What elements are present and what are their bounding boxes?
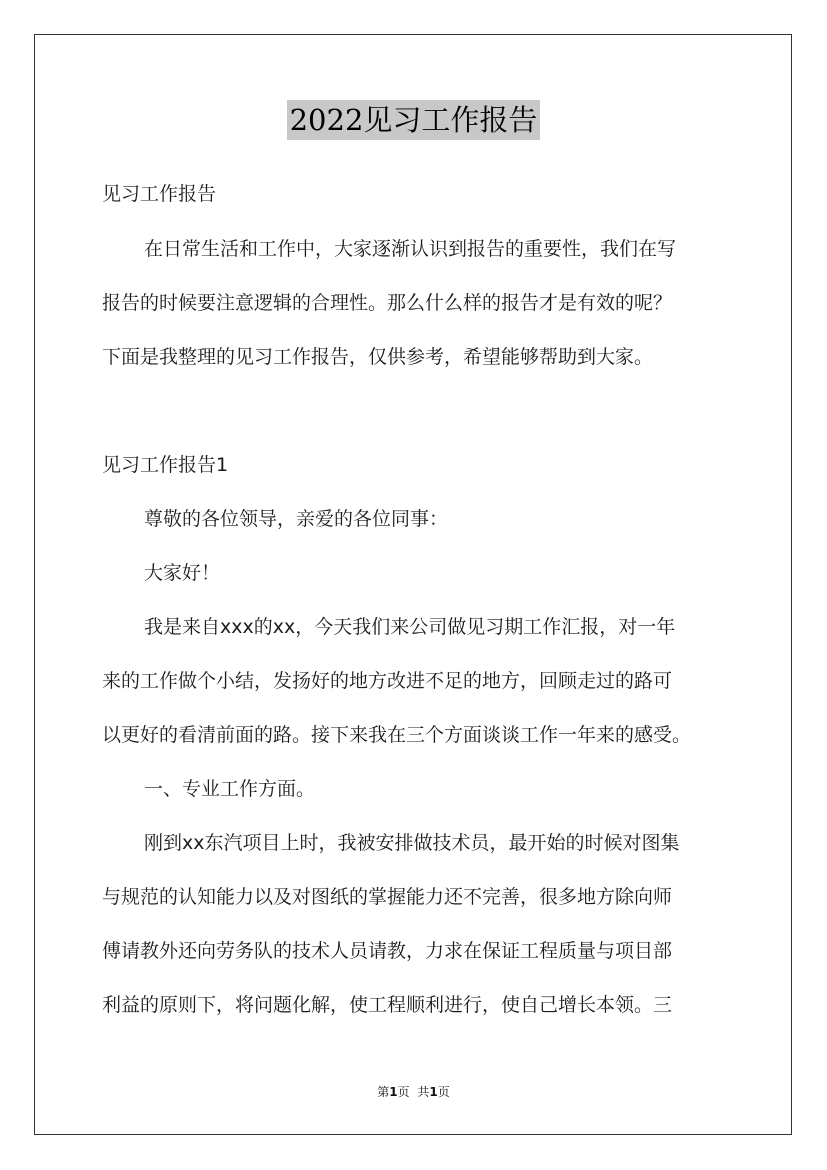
page-prefix: 第 xyxy=(377,1085,390,1099)
para1-line-3: 以更好的看清前面的路。接下来我在三个方面谈谈工作一年来的感受。 xyxy=(102,724,692,746)
total-suffix: 页 xyxy=(437,1085,450,1099)
total-pages: 1 xyxy=(429,1085,438,1099)
para2-line-2: 与规范的认知能力以及对图纸的掌握能力还不完善，很多地方除向师 xyxy=(102,886,673,908)
para2-line-1: 刚到xx东汽项目上时，我被安排做技术员，最开始的时候对图集 xyxy=(144,832,680,854)
total-prefix: 共 xyxy=(417,1085,430,1099)
title-container xyxy=(0,100,827,140)
para2-line-4: 利益的原则下，将问题化解，使工程顺利进行，使自己增长本领。三 xyxy=(102,994,673,1016)
intro-line-1: 在日常生活和工作中，大家逐渐认识到报告的重要性，我们在写 xyxy=(144,238,677,260)
subheading-professional: 一、专业工作方面。 xyxy=(144,778,316,800)
document-title: 2022见习工作报告 xyxy=(287,100,541,140)
section-heading: 见习工作报告 xyxy=(102,183,217,205)
para1-line-2: 来的工作做个小结，发扬好的地方改进不足的地方，回顾走过的路可 xyxy=(102,670,673,692)
page-suffix: 页 xyxy=(397,1085,410,1099)
salutation-line: 尊敬的各位领导，亲爱的各位同事： xyxy=(144,508,449,530)
page-footer xyxy=(0,1083,827,1100)
section1-heading: 见习工作报告1 xyxy=(102,454,229,476)
intro-line-2: 报告的时候要注意逻辑的合理性。那么什么样的报告才是有效的呢？ xyxy=(102,292,673,314)
para2-line-3: 傅请教外还向劳务队的技术人员请教，力求在保证工程质量与项目部 xyxy=(102,940,673,962)
intro-line-3: 下面是我整理的见习工作报告，仅供参考，希望能够帮助到大家。 xyxy=(102,346,654,368)
para1-line-1: 我是来自xxx的xx，今天我们来公司做见习期工作汇报，对一年 xyxy=(144,616,676,638)
page-number: 1 xyxy=(389,1085,398,1099)
greeting-line: 大家好！ xyxy=(144,562,221,584)
